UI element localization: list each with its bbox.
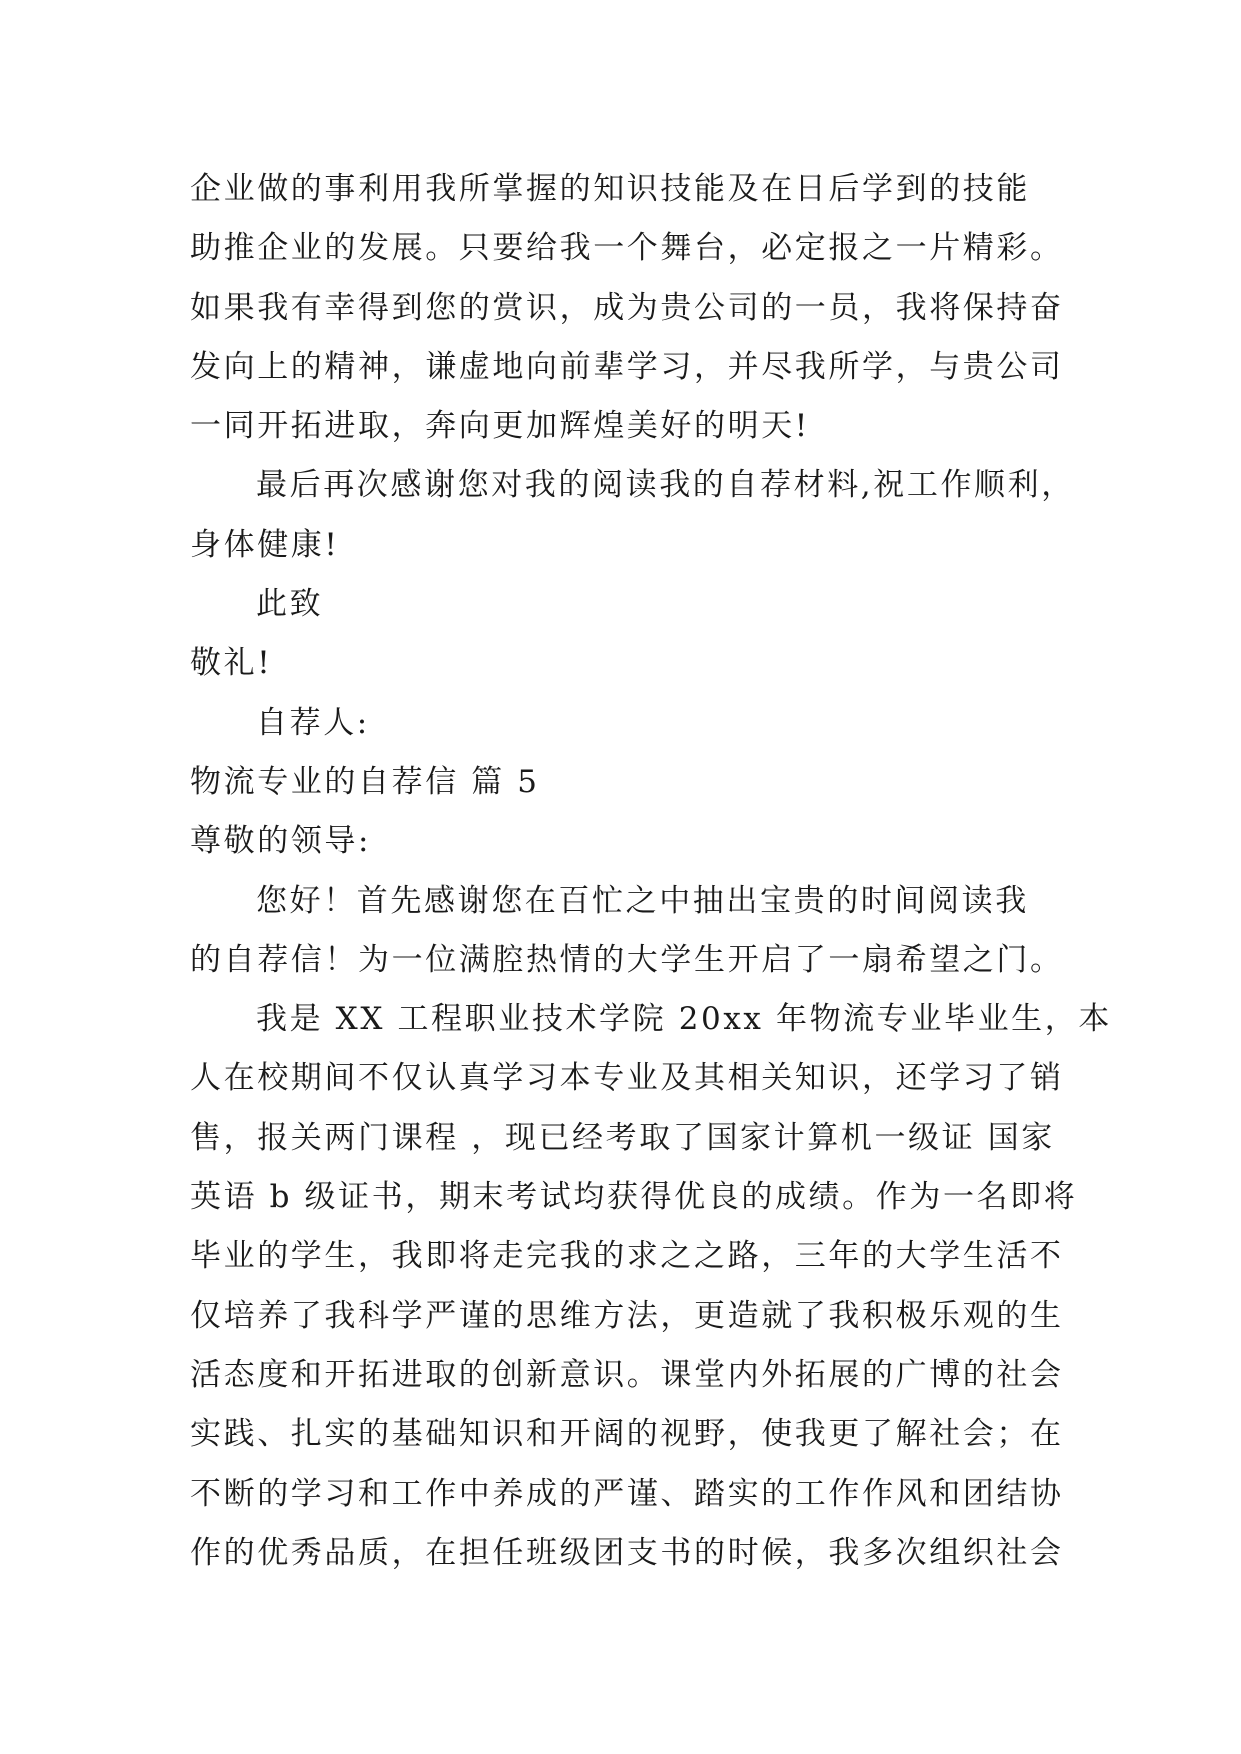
text-line: 一同开拓进取，奔向更加辉煌美好的明天! — [190, 408, 810, 445]
text-line: 我是 XX 工程职业技术学院 20xx 年物流专业毕业生，本 — [256, 1001, 1112, 1038]
text-line: 活态度和开拓进取的创新意识。课堂内外拓展的广博的社会 — [190, 1356, 1064, 1393]
section-heading: 物流专业的自荐信 篇 5 — [190, 763, 540, 800]
text-line: 企业做的事利用我所掌握的知识技能及在日后学到的技能 — [190, 171, 1030, 207]
closing-line: 敬礼! — [190, 645, 273, 682]
text-line: 仅培养了我科学严谨的思维方法，更造就了我积极乐观的生 — [190, 1297, 1064, 1334]
text-line: 售，报关两门课程 ，现已经考取了国家计算机一级证 国家 — [190, 1119, 1055, 1156]
salutation: 尊敬的领导: — [190, 823, 372, 860]
text-line: 人在校期间不仅认真学习本专业及其相关知识，还学习了销 — [190, 1060, 1064, 1097]
text-line: 的自荐信！为一位满腔热情的大学生开启了一扇希望之门。 — [190, 941, 1064, 978]
text-line: 助推企业的发展。只要给我一个舞台，必定报之一片精彩。 — [190, 230, 1064, 267]
document-body — [190, 160, 1112, 1583]
text-line: 不断的学习和工作中养成的严谨、踏实的工作作风和团结协 — [190, 1475, 1064, 1512]
text-line: 如果我有幸得到您的赏识，成为贵公司的一员，我将保持奋 — [190, 289, 1064, 326]
text-line: 最后再次感谢您对我的阅读我的自荐材料,祝工作顺利， — [256, 467, 1075, 504]
text-line: 毕业的学生，我即将走完我的求之之路，三年的大学生活不 — [190, 1238, 1064, 1275]
text-line: 您好！首先感谢您在百忙之中抽出宝贵的时间阅读我 — [256, 882, 1029, 919]
text-line: 身体健康! — [190, 526, 340, 563]
signature-line: 自荐人: — [256, 704, 370, 741]
closing-line: 此致 — [256, 586, 324, 623]
text-line: 实践、扎实的基础知识和开阔的视野，使我更了解社会；在 — [190, 1416, 1064, 1453]
text-line: 英语 b 级证书，期末考试均获得优良的成绩。作为一名即将 — [190, 1179, 1078, 1216]
text-line: 发向上的精神，谦虚地向前辈学习，并尽我所学，与贵公司 — [190, 348, 1064, 385]
text-line: 作的优秀品质，在担任班级团支书的时候，我多次组织社会 — [190, 1534, 1064, 1571]
